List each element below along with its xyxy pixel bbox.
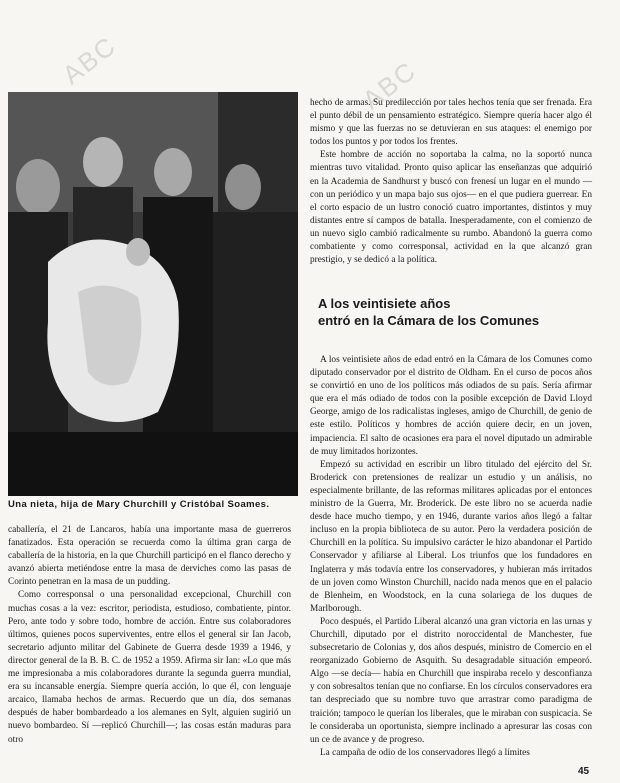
heading-line: entró en la Cámara de los Comunes	[318, 313, 540, 328]
watermark: ABC	[56, 29, 123, 91]
page-number: 45	[578, 766, 590, 777]
watermark: ABC	[356, 54, 423, 116]
paragraph: La campaña de odio de los conservadores llegó a límites	[320, 747, 530, 758]
paragraph: hecho de armas. Su predilección por tales hechos tenía que ser frenada. Era el punto débil de un pensamiento estratégico. Siempre quería hacer algo él mismo y que las fuerzas no se detuvieran en sus ataques: el enemigo por todos los puntos y por todos los frentes.	[310, 98, 592, 148]
family-photo	[8, 92, 298, 496]
paragraph: Poco después, el Partido Liberal alcanzó una gran victoria en las urnas y Churchill, diputado por el distrito noroccidental de Manchester, fue subsecretario de Colonias y, dos años después, ministro de Comercio en el reorganizado Gobierno de Asquith. Su desagradable situación empeoró. Algo —se decía— había en Churchill que inspiraba recelo y desconfianza y con sobresaltos tenían que no confiarse. En los círculos conservadores era tan despreciado que su nombre tuvo que arrastrar como paradigma de traición; tampoco le querían los liberales, que le miraban con suspicacia. Se le consideraba un oportunista, siempre inclinado a apresurar las cosas con un ce de avance y de progreso.	[310, 616, 592, 745]
paragraph: Este hombre de acción no soportaba la calma, no la soportó nunca mientras tuvo vitalidad. Pronto quiso aplicar las enseñanzas que adquirió en la Academia de Sandhurst y buscó con frenesí un lugar en el mundo —con un periódico y un mapa bajo sus ojos— en el que pudiera guerrear. En el corto espacio de un lustro conoció cuatro importantes, distintos y muy distantes entre sí campos de batalla. Inesperadamente, con el comienzo de un nuevo siglo cambió radicalmente su rumbo. Abandonó la guerra como combatiente y como corresponsal, actividad en la que alcanzó gran prestigio, y se dedicó a la política.	[310, 150, 592, 266]
photo-caption: Una nieta, hija de Mary Churchill y Cristóbal Soames.	[8, 499, 270, 510]
paragraph: caballería, el 21 de Lancaros, había una importante masa de guerreros fanatizados. Esta operación se recuerda como la última gran carga de caballería de la historia, en la que Churchill participó en el flanco derecho y avanzó abierta metiéndose entre la masa de derviches como las pasas de Corinto penetran en la masa de un pudding.	[8, 525, 291, 588]
paragraph: Empezó su actividad en escribir un libro titulado del ejército del Sr. Broderick con pretensiones de realizar un estudio y un análisis, no especialmente brillante, de las reformas militares aplicadas por el entonces ministro de la Guerra, Mr. Broderick. De este libro no se acuerda nadie desde hace mucho tiempo, y en 1946, durante varios años llegó a faltar incluso en la propia biblioteca de su autor. Pero la verdadera posición de Churchill en la política. Su impulsivo carácter le hizo abandonar el Partido Conservador y afiliarse al Liberal. Los triunfos que los fundadores en Inglaterra y más todavía entre los conservadores, y hubieran más irritados de un joven como Winston Churchill, nacido nada menos que en el palacio de Blenheim, en Woodstock, en la cuna solariega de los duques de Marlborough.	[310, 459, 592, 614]
paragraph: Como corresponsal o una personalidad excepcional, Churchill con muchas cosas a la vez: escritor, periodista, estudioso, combatiente, pintor. Pero, ante todo y sobre todo, hombre de acción. Entre sus colaboradores últimos, quienes pocos superviventes, entre ellos el general sir Ian Jacob, secretario adjunto militar del Gabinete de Guerra desde 1939 a 1946, y director general de la B. B. C. de 1952 a 1959. Afirma sir Ian: «Lo que más me impresionaba a mis colaboradores durante la segunda guerra mundial, era su incansable energía. Siempre quería acción, lo que él, con lenguaje arcaico, llamaba hechos de armas. Recuerdo que un día, dos semanas después de haber bombardeado a los alemanes en Sylt, alguien sugirió un nuevo bombardeo. Sí —replicó Churchill—; las cosas están maduras para otro	[8, 590, 291, 745]
right-column-bottom	[310, 354, 592, 760]
heading-line: A los veintisiete años	[318, 296, 451, 311]
left-column	[8, 524, 291, 747]
photo-illustration	[8, 92, 298, 496]
right-column-top	[310, 97, 592, 267]
paragraph: A los veintisiete años de edad entró en la Cámara de los Comunes como diputado conservador por el distrito de Oldham. En el curso de pocos años se convirtió en uno de los políticos más odiados de su país. Sería afirmar que era el más odiado de todos con la posible excepción de David Lloyd George, amigo de los radicalistas ingleses, amigo de Churchill, de genio de este estilo. Políticos y hombres de acción quiere decir, en un joven, impaciencia. El salto de ocasiones era para el novel diputado un admirable de muy limitados horizontes.	[310, 355, 592, 457]
section-heading	[318, 295, 588, 329]
